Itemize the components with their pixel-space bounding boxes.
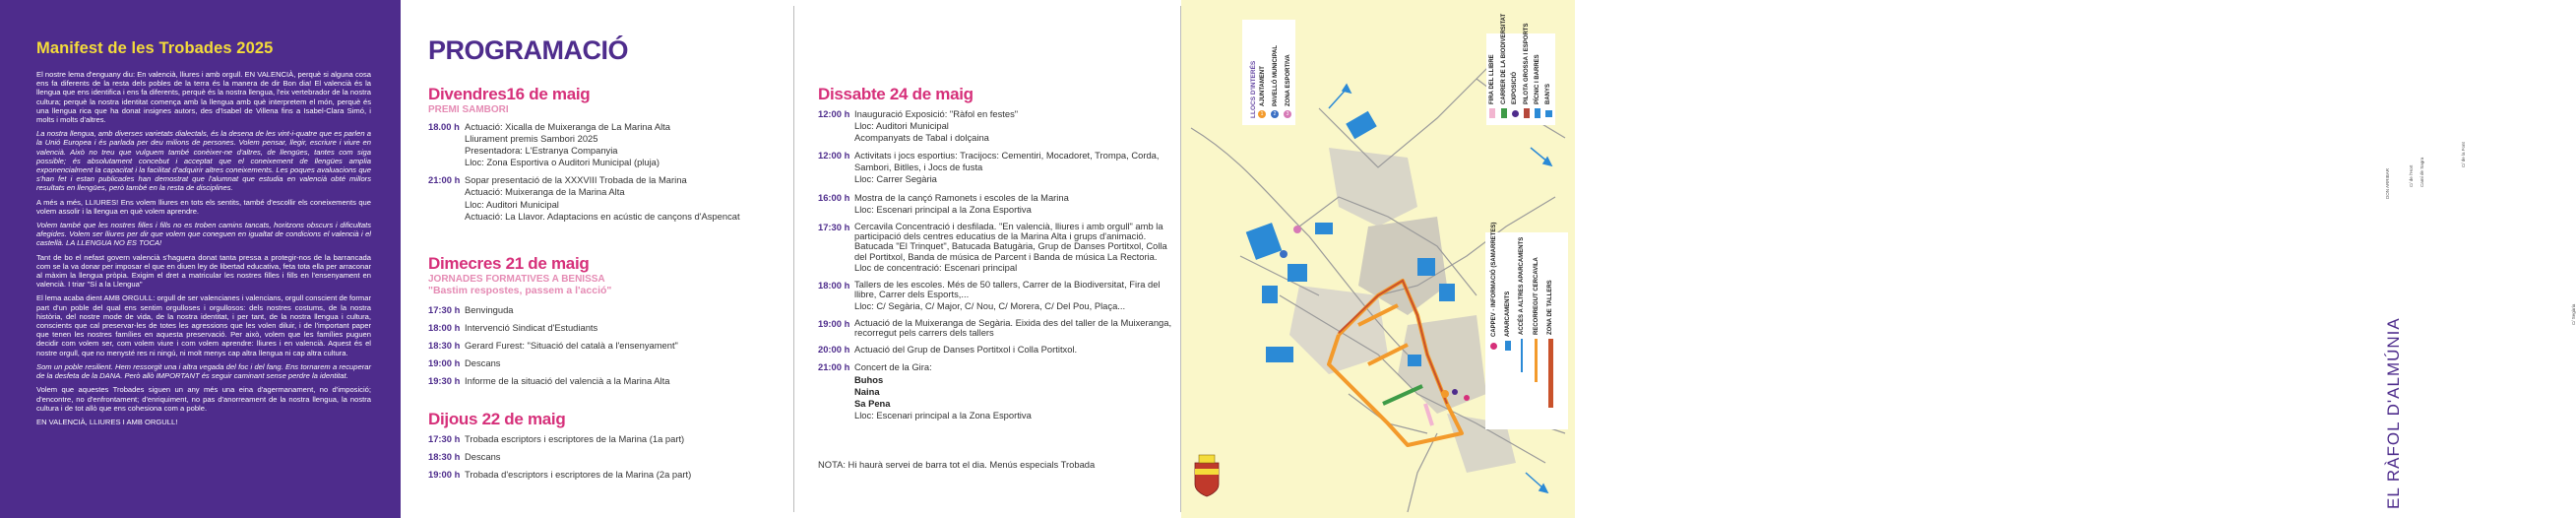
event-line: Sopar presentació de la XXXVIII Trobada de la Marina — [465, 174, 687, 186]
marker-info — [1464, 395, 1470, 401]
legend-item: ZONA ESPORTIVA — [1286, 54, 1291, 106]
event-line: Inauguració Exposició: "Ràfol en festes" — [854, 108, 1019, 119]
legend-item: APARCAMENTS — [1505, 291, 1511, 337]
legend-swatch — [1501, 108, 1507, 118]
event — [428, 340, 786, 352]
biodiversity-street — [1383, 386, 1422, 404]
event — [428, 357, 786, 369]
wednesday-block — [428, 254, 786, 393]
event — [428, 121, 786, 168]
event-time: 19:00 h — [428, 469, 461, 481]
manifest-paragraph: La nostra llengua, amb diverses varietats dialectals, és la desena de les vint-i-quatre que es parlen a la Unió Europea i és parlada per deu milions de persones. Volem pensar, llegir, escriure i viure en valencià. Això no treu que vulguem també conèixer-ne d'altres, de llengües, tantes com siga possible; és absolutament concebut i acceptat que el coneixement de llengües amplia exponencialment la capacitat i la facilitat d'adquirir altres coneixements. Les poques avaluacions que s'han fet i estan publicades han demostrat que l'alumnat que estudia en valencià obté millors resultats en llengües, però també en la resta de disciplines. — [36, 129, 371, 193]
friday-block — [428, 85, 786, 228]
manifest-panel — [0, 0, 401, 518]
legend-item: RECORREGUT CERCAVILA — [1534, 257, 1539, 335]
event-time: 12:00 h — [818, 108, 850, 119]
legend-item: PILOTA GROSSA I ESPORTS — [1524, 23, 1530, 104]
event-time: 20:00 h — [818, 344, 850, 356]
event — [818, 108, 1173, 144]
band-name: Naina — [854, 385, 880, 397]
legend-item: EXPOSICIÓ — [1512, 71, 1518, 104]
legend-item: ZONA DE TALLERS — [1547, 280, 1553, 335]
manifest-paragraph: Tant de bo el nefast govern valencià s'haguera donat tanta pressa a protegir-nos de la barrancada com se la va donar per imposar el que en diuen ley de libertad educativa, feta tota ella per arraconar al màxim la llengua pròpia. Exigim el dret a matricular les nostres filles i fills en l'ensenyament en valencià. I triar "Sí a la Llengua" — [36, 252, 371, 290]
event-text: Benvinguda — [465, 304, 514, 315]
event-line: Lloc de concentració: Escenari principal — [854, 261, 1018, 273]
legend-item: CARRER DE LA BIODIVERSITAT — [1501, 13, 1507, 104]
event — [818, 318, 1173, 339]
event — [818, 344, 1173, 356]
legend-title: LLOCS D'INTERÉS — [1250, 60, 1257, 118]
event — [428, 375, 786, 387]
event-line: Activitats i jocs esportius: Tracijocs: Cementiri, Mocadoret, Trompa, Corda, Sambori, Bitlles, i Jocs de fusta — [854, 150, 1160, 173]
marker-exposicio — [1452, 389, 1458, 395]
event-time: 17:30 h — [818, 221, 850, 232]
legend-places — [1242, 20, 1295, 125]
event — [428, 304, 786, 316]
street-label: DON ARRIBAR — [2385, 167, 2390, 199]
event-line: Lloc: Carrer Segària — [854, 173, 937, 185]
event — [428, 174, 786, 222]
event-line: Actuació: La Llavor. Adaptacions en acústic de cançons d'Aspencat — [465, 210, 740, 222]
event — [818, 280, 1173, 312]
friday-subtitle: PREMI SAMBORI — [428, 104, 509, 115]
event-text: Trobada escriptors i escriptores de la Marina (1a part) — [465, 433, 685, 444]
event-line: Lloc: Auditori Municipal — [465, 198, 559, 210]
event-line: Mostra de la cançó Ramonets i escoles de la Marina — [854, 191, 1069, 203]
legend-item: AJUNTAMENT — [1260, 66, 1266, 106]
event-text: Descans — [465, 357, 501, 369]
event — [818, 150, 1173, 185]
marker-zona-esportiva — [1293, 226, 1301, 233]
event-line: Lloc: Escenari principal a la Zona Esportiva — [854, 203, 1032, 215]
marker-ajuntament — [1441, 390, 1449, 398]
saturday-heading: Dissabte 24 de maig — [818, 85, 974, 103]
event — [818, 192, 1173, 216]
legend-number-icon: 2 — [1271, 110, 1279, 118]
legend-item: PAVELLÓ MUNICIPAL — [1273, 45, 1279, 106]
thursday-block — [428, 410, 786, 486]
event-time: 18.00 h — [428, 121, 460, 132]
wednesday-quote: "Bastim respostes, passem a l'acció" — [428, 285, 612, 296]
event-line: Cercavila Concentració i desfilada. "En valencià, lliures i amb orgull" amb la participació dels centres educatius de la Marina Alta i grups d'animació. Batucada "El Trinquet", Batucada Batugària, Grup de Danses Portitxol, Colla del Portitxol, Banda de música de Parcent i Banda de música La Rectoria. — [854, 220, 1167, 262]
legend-item: CAPPEV - INFORMACIÓ (SAMARRETES) — [1491, 222, 1497, 337]
town-name: EL RÀFOL D'ALMÚNIA — [2384, 317, 2403, 509]
event-text: Descans — [465, 451, 501, 463]
terrain-block — [1329, 148, 1417, 227]
event — [428, 433, 786, 445]
manifest-paragraph: El nostre lema d'enguany diu: En valencià, lliures i amb orgull. EN VALENCIÀ, perquè si alguna cosa ens fa diferents de la resta dels pobles de la terra és la manera de dir Bon dia! El valencià és la llengua que ens identifica i ens fa diferents, perquè és la nostra llengua, l'eix vertebrador de la nostra cultura; perquè la nostra identitat comença amb la llengua amb què interpretem el món, perquè és una llengua rica que ha donat insignes autors, des d'Isabel de Villena fins a Isabel-Clara Simó, i molts i molts d'altres. — [36, 70, 371, 125]
wednesday-heading: Dimecres 21 de maig — [428, 254, 590, 273]
event-time: 12:00 h — [818, 150, 850, 162]
event-time: 18:30 h — [428, 340, 461, 352]
event-line: Actuació: Muixeranga de la Marina Alta — [465, 186, 625, 198]
legend-dot — [1512, 110, 1519, 117]
manifest-paragraph: Volem que aquestes Trobades siguen un any més una eina d'agermanament, no d'imposició; d'encontre, no d'enfrontament; d'enriquiment, no pas d'anorreament de la nostra llengua, la nostra cultura i de tot allò que ens cohesiona com a poble. — [36, 385, 371, 413]
manifest-title: Manifest de les Trobades 2025 — [36, 39, 274, 57]
marker-pavello — [1280, 250, 1288, 258]
legend-line — [1548, 339, 1553, 408]
legend-swatch — [1524, 108, 1530, 118]
manifest-paragraph: Volem també que les nostres filles i fills no es troben camins tancats, horitzons obscurs i dificultats afegides. Volem ser lliures per dir que volem que coneguen en igualtat de condicions el valencià i el castellà. LA LLENGUA NO ES TOCA! — [36, 221, 371, 248]
event — [428, 322, 786, 334]
street-label: C/ Segària — [2571, 303, 2576, 325]
legend-swatch — [1535, 108, 1540, 118]
manifest-closing: EN VALENCIÀ, LLIURES I AMB ORGULL! — [36, 417, 178, 426]
event-time: 16:00 h — [818, 191, 850, 203]
event-line: Actuació: Xicalla de Muixeranga de La Marina Alta — [465, 121, 670, 132]
manifest-paragraph: Som un poble resilient. Hem ressorgit una i altra vegada del foc i del fang. Ens tornarem a recuperar de la desfeta de la DANA. Però allò IMPORTANT és seguir caminant sense perdre la identitat. — [36, 361, 371, 381]
manifest-paragraph: El lema acaba dient AMB ORGULL: orgull de ser valencianes i valencians, orgull conscient de formar part d'un poble del qual ens sentim orgulloses i orgullosos: dels nostres costums, de la nostra història, del nostre mode de vida, de la nostra identitat, i per tant, de la nostra llengua i cultura, conscients que cal preservar-les de totes les agressions que les volen diluir, i de l'important paper que tenen les nostres famílies en aquesta preservació. Per això, volem que les famílies puguen decidir com volem ser, com volem viure i com volem aprendre: lliures i en valencià. Aquest és el nostre orgull, que no menysté res ni ningú, ni molt menys cap altra llengua ni cap altra cultura. — [36, 293, 371, 357]
event-line: Presentadora: L'Estranya Companyia — [465, 145, 618, 157]
event-line: Concert de la Gira: — [854, 361, 932, 373]
arrow-icon — [1521, 339, 1523, 372]
event-text: Trobada d'escriptors i escriptores de la Marina (2a part) — [465, 469, 692, 481]
program-panel-right — [794, 0, 1181, 518]
event-line: Lloc: Escenari principal a la Zona Esportiva — [854, 409, 1032, 421]
wednesday-subtitle: JORNADES FORMATIVES A BENISSA — [428, 274, 605, 285]
legend-number-icon: 3 — [1284, 110, 1291, 118]
thursday-heading: Dijous 22 de maig — [428, 410, 566, 428]
program-panel-left — [401, 0, 794, 518]
event-time: 19:30 h — [428, 375, 461, 387]
legend-item: FIRA DEL LLIBRE — [1489, 54, 1495, 104]
coat-of-arms — [1195, 455, 1219, 496]
legend-item: PÍCNIC I BARRES — [1535, 54, 1540, 104]
event-text: Intervenció Sindicat d'Estudiants — [465, 322, 598, 334]
street-label: C/ de l'Hort — [2409, 164, 2414, 187]
legend-routes — [1485, 222, 1568, 429]
event-time: 18:00 h — [428, 322, 461, 334]
legend-line — [1535, 339, 1538, 382]
event — [818, 222, 1173, 274]
legend-number-icon: 1 — [1258, 110, 1266, 118]
legend-swatch — [1489, 108, 1495, 118]
event-time: 18:00 h — [818, 280, 850, 291]
event-time: 18:30 h — [428, 451, 461, 463]
street-label: C/ de la Font — [2461, 142, 2466, 167]
band-name: Buhos — [854, 373, 884, 385]
event-text: Gerard Furest: "Situació del català a l'ensenyament" — [465, 340, 678, 352]
event-time: 21:00 h — [428, 174, 461, 186]
program-note: NOTA: Hi haurà servei de barra tot el dia. Menús especials Trobada — [818, 459, 1096, 470]
event — [428, 451, 786, 463]
band-name: Sa Pena — [854, 397, 891, 409]
event — [818, 361, 1173, 421]
legend-item: ACCÉS A ALTRES APARCAMENTS — [1519, 236, 1525, 335]
event-time: 19:00 h — [428, 357, 461, 369]
event-time: 17:30 h — [428, 304, 461, 315]
event-line: Tallers de les escoles. Més de 50 tallers, Carrer de la Biodiversitat, Fira del llibre, Carrer dels Esports,... — [854, 279, 1161, 300]
manifest-paragraph: A més a més, LLIURES! Ens volem lliures en tots els sentits, també d'escollir els coneixements que volem assolir i la llengua en què volem aprendre. — [36, 197, 371, 216]
street-label: Camí de Sagra — [2419, 157, 2424, 187]
event-line: Actuació de la Muixeranga de Segària. Eixida des del taller de la Muixeranga, recorregut pels carrers dels tallers — [854, 316, 1172, 339]
event-line: Lloc: C/ Segària, C/ Major, C/ Nou, C/ Morera, C/ Del Pou, Plaça... — [854, 299, 1126, 311]
friday-heading: Divendres16 de maig — [428, 85, 591, 103]
event-line: Lliurament premis Sambori 2025 — [465, 133, 598, 145]
event-time: 17:30 h — [428, 433, 461, 444]
event — [428, 469, 786, 481]
legend-dot — [1490, 343, 1497, 350]
event-text: Informe de la situació del valencià a la Marina Alta — [465, 375, 670, 387]
program-title: PROGRAMACIÓ — [428, 35, 628, 65]
wc-icon — [1545, 110, 1552, 117]
event-line: Lloc: Auditori Municipal — [854, 120, 949, 132]
legend-item: BANYS — [1545, 83, 1551, 104]
event-time: 21:00 h — [818, 361, 850, 373]
legend-fair — [1486, 13, 1555, 125]
saturday-block — [818, 85, 1173, 427]
event-line: Acompanyats de Tabal i dolçaina — [854, 132, 989, 144]
legend-swatch — [1505, 341, 1511, 351]
event-time: 19:00 h — [818, 317, 850, 329]
event-line: Lloc: Zona Esportiva o Auditori Municipal (pluja) — [465, 157, 660, 168]
event-line: Actuació del Grup de Danses Portitxol i Colla Portitxol. — [854, 344, 1078, 356]
